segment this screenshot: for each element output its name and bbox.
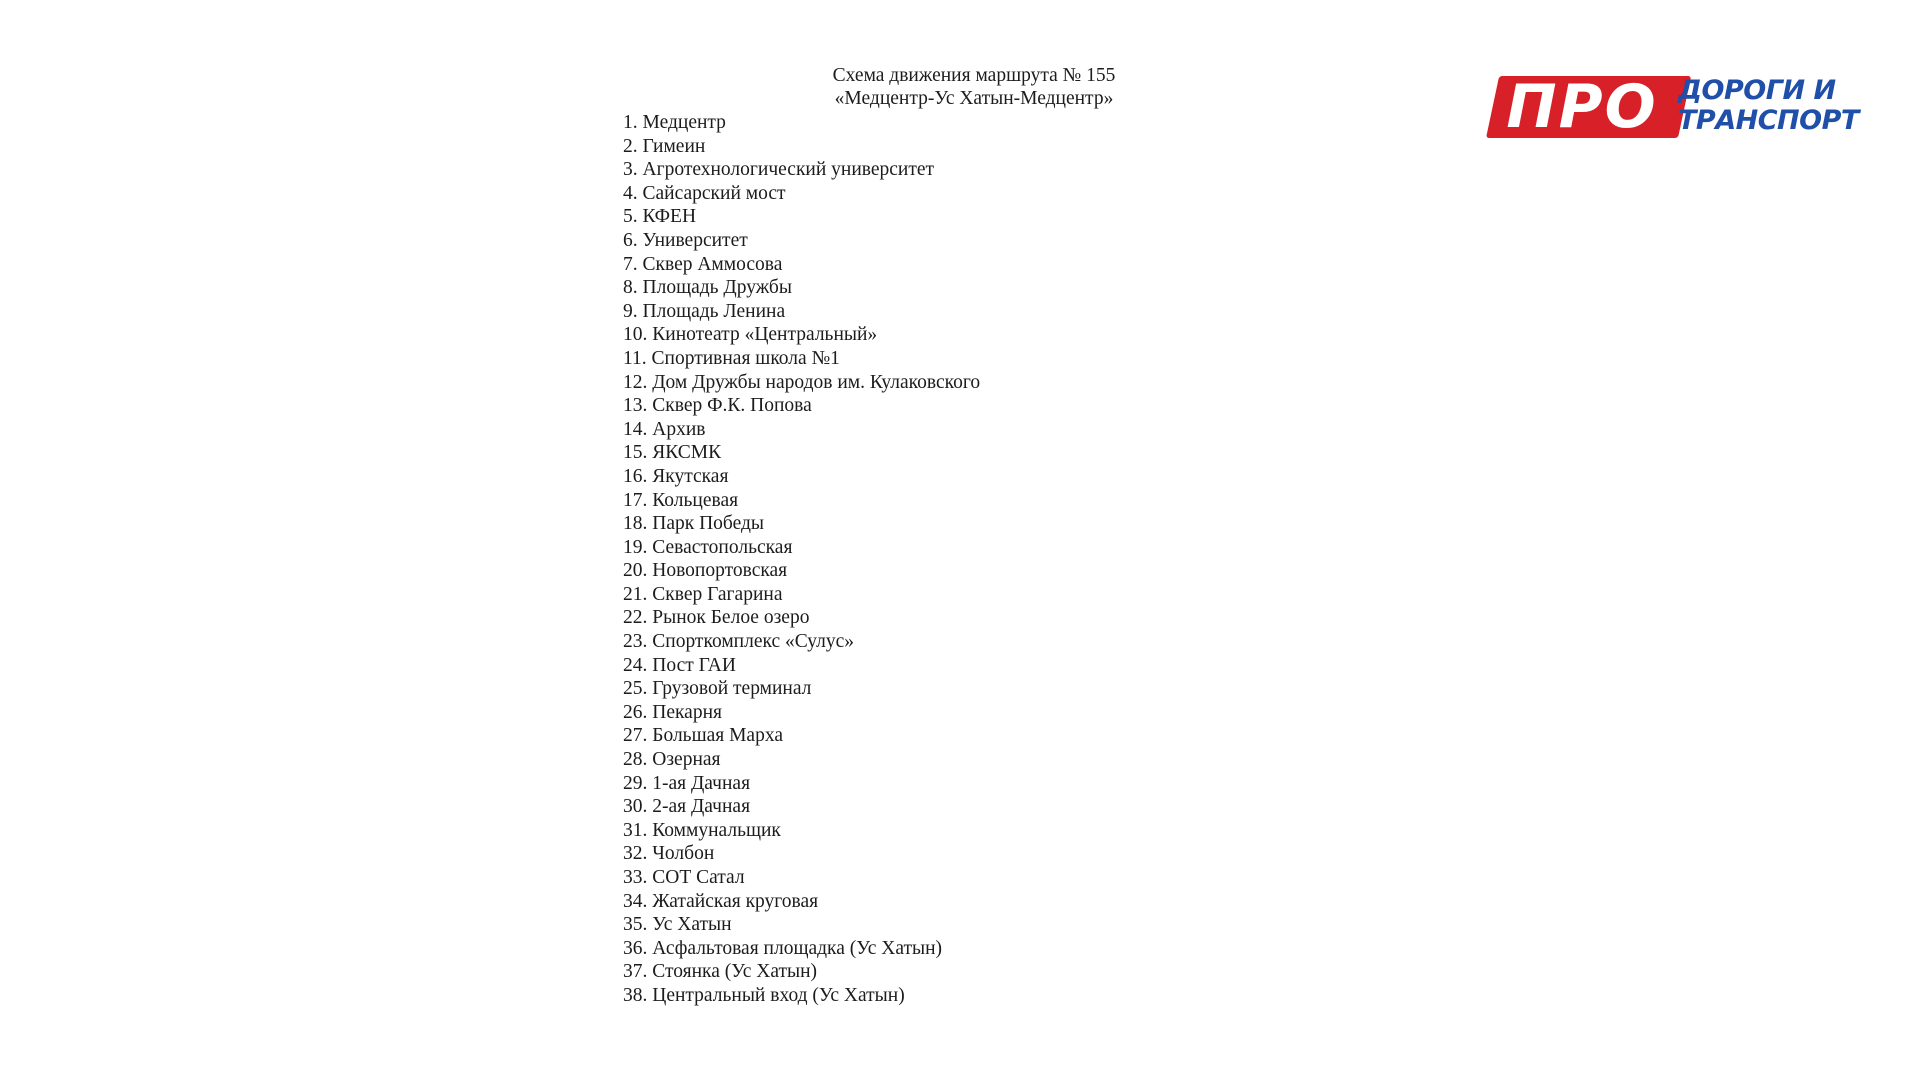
stop-item: 12. Дом Дружбы народов им. Кулаковского (623, 371, 981, 393)
stop-item: 8. Площадь Дружбы (623, 277, 792, 299)
stop-item: 26. Пекарня (623, 701, 722, 723)
stop-item: 33. СОТ Сатал (623, 867, 745, 888)
stop-item: 5. КФЕН (623, 206, 697, 228)
stop-item: 31. Коммунальщик (623, 819, 781, 841)
title-line-2: «Медцентр-Ус Хатын-Медцентр» (834, 88, 1114, 109)
stop-item: 32. Чолбон (623, 843, 715, 865)
stop-item: 10. Кинотеатр «Центральный» (623, 324, 878, 346)
stop-item: 28. Озерная (623, 749, 721, 771)
stop-item: 29. 1-ая Дачная (623, 772, 751, 794)
route-document (596, 64, 1334, 1024)
document-title (596, 64, 1334, 110)
stop-item: 18. Парк Победы (623, 513, 765, 535)
stop-item: 25. Грузовой терминал (623, 678, 812, 700)
stop-item: 36. Асфальтовая площадка (Ус Хатын) (623, 937, 943, 959)
stop-item: 3. Агротехнологический университет (623, 159, 935, 181)
stop-item: 19. Севастопольская (623, 536, 793, 558)
logo-pro-text: ПРО (1506, 72, 1658, 142)
stops-list (623, 111, 980, 1008)
stop-item: 2. Гимеин (623, 135, 706, 157)
stop-item: 24. Пост ГАИ (623, 654, 736, 676)
stop-item: 38. Центральный вход (Ус Хатын) (623, 984, 905, 1006)
stop-item: 22. Рынок Белое озеро (623, 607, 810, 629)
stop-item: 16. Якутская (623, 465, 729, 487)
stop-item: 23. Спорткомплекс «Сулус» (623, 631, 855, 653)
stop-item: 37. Стоянка (Ус Хатын) (623, 961, 818, 983)
logo-pro-badge (1486, 72, 1678, 142)
stop-item: 1. Медцентр (623, 112, 726, 133)
stop-item: 6. Университет (623, 229, 748, 251)
stop-item: 7. Сквер Аммосова (623, 253, 783, 275)
stop-item: 21. Сквер Гагарина (623, 583, 783, 605)
title-line-1: Схема движения маршрута № 155 (832, 65, 1116, 86)
logo-line-2: ТРАНСПОРТ (1678, 105, 1859, 136)
logo-words (1678, 76, 1888, 136)
logo-line-1: ДОРОГИ И (1678, 75, 1836, 106)
stop-item: 13. Сквер Ф.К. Попова (623, 395, 812, 417)
stop-item: 20. Новопортовская (623, 560, 788, 582)
stop-item: 11. Спортивная школа №1 (623, 347, 840, 369)
stop-item: 30. 2-ая Дачная (623, 796, 751, 818)
stop-item: 15. ЯКСМК (623, 442, 722, 464)
stop-item: 27. Большая Марха (623, 725, 783, 747)
stop-item: 9. Площадь Ленина (623, 300, 786, 322)
stop-item: 4. Сайсарский мост (623, 182, 786, 204)
stop-item: 14. Архив (623, 418, 706, 440)
pro-dorogi-transport-logo (1482, 72, 1882, 142)
stop-item: 35. Ус Хатын (623, 914, 732, 936)
stop-item: 17. Кольцевая (623, 489, 739, 511)
stop-item: 34. Жатайская круговая (623, 890, 819, 912)
